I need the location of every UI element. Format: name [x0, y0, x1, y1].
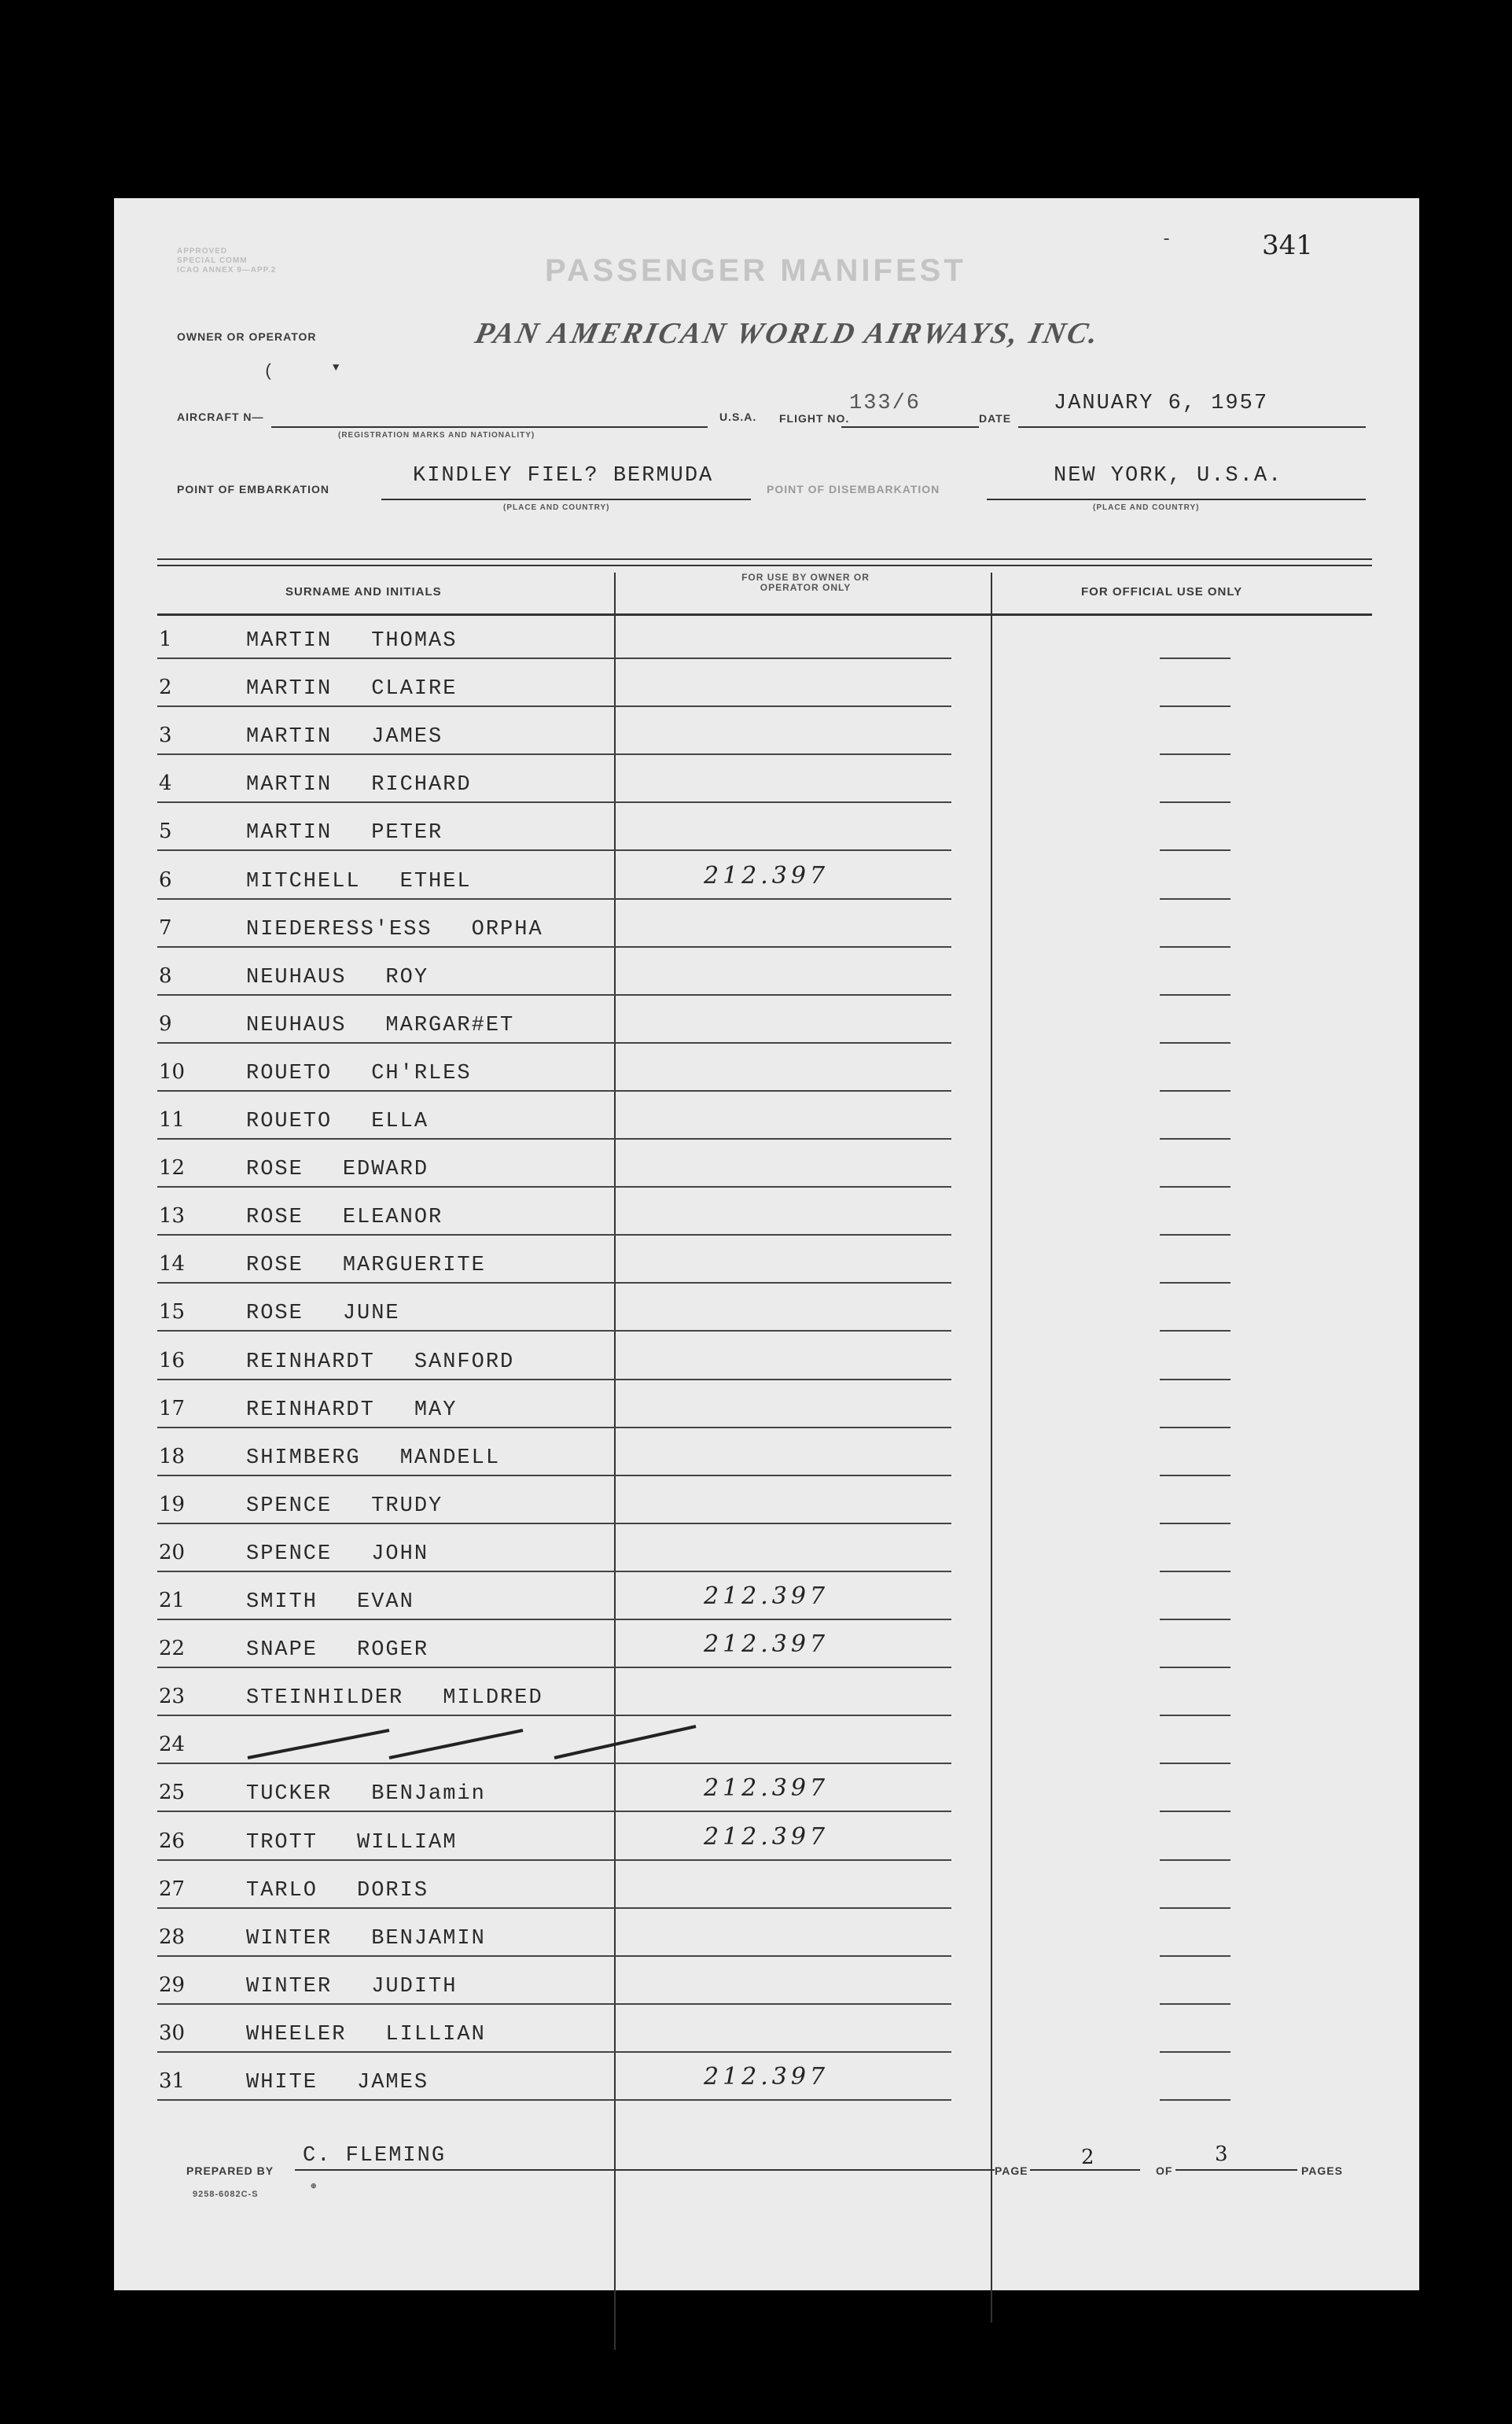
prepared-label: PREPARED BY	[186, 2164, 274, 2177]
passenger-given-name: JUNE	[342, 1302, 400, 1325]
passenger-name	[246, 966, 429, 989]
passenger-surname: ROSE	[246, 1206, 304, 1229]
passenger-given-name: WILLIAM	[357, 1831, 458, 1855]
table-row	[114, 1871, 1419, 1920]
table-row	[114, 1486, 1419, 1535]
flight-number: 133/6	[849, 392, 922, 415]
passenger-surname: NIEDERESS'ESS	[246, 918, 432, 941]
owner-label: OWNER OR OPERATOR	[177, 330, 317, 343]
disembarkation-value: NEW YORK, U.S.A.	[1054, 464, 1283, 488]
embarkation-label: POINT OF EMBARKATION	[177, 483, 329, 495]
passenger-surname: MARTIN	[246, 821, 333, 845]
table-row	[114, 621, 1419, 670]
passenger-surname: NEUHAUS	[246, 1014, 347, 1037]
disembarkation-place-label: (PLACE AND COUNTRY)	[1093, 503, 1200, 512]
passenger-surname: ROSE	[246, 1302, 304, 1325]
passenger-name	[246, 1686, 543, 1710]
passenger-name	[246, 773, 472, 797]
passenger-surname: MARTIN	[246, 629, 333, 653]
prepared-value: C. FLEMING	[303, 2144, 447, 2168]
passenger-surname: SPENCE	[246, 1542, 333, 1566]
passenger-name	[246, 1494, 443, 1518]
row-number: 30	[159, 2021, 186, 2045]
passenger-given-name: MARGAR#ET	[385, 1014, 515, 1037]
passenger-given-name: MILDRED	[443, 1686, 543, 1710]
passenger-name	[246, 725, 443, 749]
table-row	[114, 1823, 1419, 1872]
operator-code: 212.397	[704, 1582, 830, 1610]
row-number: 14	[159, 1252, 186, 1276]
passenger-given-name: BENJAMIN	[371, 1927, 486, 1951]
passenger-name	[246, 629, 457, 653]
passenger-name	[246, 1446, 500, 1470]
row-number: 13	[159, 1204, 186, 1228]
passenger-given-name: JOHN	[371, 1542, 429, 1566]
passenger-given-name: MANDELL	[399, 1446, 501, 1470]
col-owner-header: FOR USE BY OWNER OR OPERATOR ONLY	[741, 572, 870, 593]
row-number: 17	[159, 1397, 186, 1420]
row-number: 18	[159, 1445, 186, 1468]
passenger-name	[246, 1542, 429, 1566]
operator-code: 212.397	[704, 862, 830, 890]
table-row	[114, 1294, 1419, 1343]
row-number: 20	[159, 1541, 186, 1564]
dot-mark: ▼	[333, 362, 340, 374]
passenger-given-name: SANFORD	[414, 1350, 515, 1374]
strike-through-lines	[193, 1715, 743, 1770]
embarkation-place-label: (PLACE AND COUNTRY)	[503, 503, 610, 512]
passenger-given-name: THOMAS	[371, 629, 458, 653]
operator-code: 212.397	[704, 1823, 830, 1851]
passenger-name	[246, 918, 543, 941]
passenger-given-name: ROY	[385, 966, 429, 989]
table-row	[114, 1919, 1419, 1968]
passenger-name	[246, 1110, 429, 1133]
passenger-surname: SHIMBERG	[246, 1446, 361, 1470]
passenger-surname: TUCKER	[246, 1782, 333, 1806]
row-number: 11	[159, 1108, 186, 1132]
passenger-surname: ROUETO	[246, 1110, 333, 1133]
row-number: 6	[159, 868, 172, 892]
table-row	[114, 958, 1419, 1007]
passenger-name	[246, 1014, 514, 1037]
passenger-given-name: JUDITH	[371, 1975, 458, 1999]
passenger-name	[246, 1254, 486, 1277]
col-official-header: FOR OFFICIAL USE ONLY	[1081, 585, 1243, 599]
passenger-name	[246, 1350, 514, 1374]
printer-seal: ⊕	[311, 2182, 318, 2190]
passenger-given-name: EDWARD	[342, 1158, 429, 1181]
table-row	[114, 1102, 1419, 1151]
passenger-surname: SMITH	[246, 1590, 318, 1614]
row-number: 24	[159, 1733, 186, 1756]
date-label: DATE	[979, 412, 1012, 425]
table-row	[114, 1582, 1419, 1631]
row-number: 31	[159, 2069, 186, 2093]
approval-stamp: APPROVED SPECIAL COMM ICAO ANNEX 9—APP.2	[177, 247, 277, 274]
passenger-name	[246, 1782, 486, 1806]
table-row	[114, 1534, 1419, 1583]
tick-mark: (	[263, 362, 274, 381]
table-row	[114, 765, 1419, 814]
passenger-name	[246, 1975, 457, 1999]
table-row	[114, 1150, 1419, 1199]
passenger-surname: MARTIN	[246, 725, 333, 749]
of-label: OF	[1156, 2164, 1173, 2177]
passenger-surname: ROSE	[246, 1158, 304, 1181]
table-row	[114, 1630, 1419, 1679]
row-number: 19	[159, 1493, 186, 1516]
table-row	[114, 2063, 1419, 2112]
passenger-given-name: BENJamin	[371, 1782, 486, 1806]
operator-code: 212.397	[704, 1774, 830, 1802]
passenger-given-name: RICHARD	[371, 773, 472, 797]
passenger-surname: WINTER	[246, 1975, 333, 1999]
page-label: PAGE	[995, 2164, 1028, 2177]
passenger-surname: WHITE	[246, 2071, 318, 2094]
passenger-name	[246, 2071, 429, 2094]
passenger-name	[246, 677, 457, 701]
row-number: 9	[159, 1012, 172, 1036]
passenger-surname: MARTIN	[246, 773, 333, 797]
row-number: 2	[159, 676, 172, 699]
form-title: PASSENGER MANIFEST	[545, 253, 966, 288]
passenger-given-name: MARGUERITE	[342, 1254, 486, 1277]
passenger-surname: NEUHAUS	[246, 966, 347, 989]
passenger-given-name: ORPHA	[471, 918, 543, 941]
row-number: 28	[159, 1925, 186, 1949]
passenger-name	[246, 1302, 400, 1325]
passenger-surname: TARLO	[246, 1879, 318, 1903]
pages-label: PAGES	[1301, 2164, 1343, 2177]
row-number: 15	[159, 1300, 186, 1324]
passenger-name	[246, 1879, 429, 1903]
row-number: 23	[159, 1685, 186, 1708]
flight-label: FLIGHT NO.	[779, 412, 850, 425]
passenger-surname: ROUETO	[246, 1062, 333, 1085]
row-number: 10	[159, 1060, 186, 1084]
row-number: 27	[159, 1877, 186, 1901]
table-row	[114, 1774, 1419, 1823]
passenger-given-name: ETHEL	[399, 870, 472, 893]
passenger-name	[246, 1831, 457, 1855]
passenger-surname: STEINHILDER	[246, 1686, 404, 1710]
passenger-name	[246, 821, 443, 845]
aircraft-label: AIRCRAFT N—	[177, 411, 264, 423]
usa-label: U.S.A.	[719, 411, 757, 423]
row-number: 4	[159, 772, 172, 795]
passenger-given-name: ELLA	[371, 1110, 429, 1133]
row-number: 12	[159, 1156, 186, 1180]
row-number: 5	[159, 820, 172, 843]
table-row	[114, 1054, 1419, 1103]
row-number: 8	[159, 964, 172, 988]
table-row	[114, 910, 1419, 959]
passenger-name	[246, 1927, 486, 1951]
operator-code: 212.397	[704, 2063, 830, 2091]
passenger-surname: WINTER	[246, 1927, 333, 1951]
passenger-name	[246, 2023, 486, 2046]
registration-label: (REGISTRATION MARKS AND NATIONALITY)	[338, 431, 535, 440]
passenger-name	[246, 1158, 429, 1181]
passenger-surname: TROTT	[246, 1831, 318, 1855]
table-row	[114, 862, 1419, 911]
passenger-name	[246, 1398, 457, 1422]
row-number: 1	[159, 628, 172, 651]
passenger-name	[246, 1206, 443, 1229]
passenger-name	[246, 1590, 414, 1614]
embarkation-value: KINDLEY FIEL? BERMUDA	[413, 464, 714, 488]
passenger-surname: REINHARDT	[246, 1350, 375, 1374]
row-number: 3	[159, 724, 172, 747]
passenger-given-name: ELEANOR	[342, 1206, 443, 1229]
passenger-given-name: CLAIRE	[371, 677, 458, 701]
table-row	[114, 1967, 1419, 2016]
dash-mark: -	[1161, 230, 1172, 249]
flight-date: JANUARY 6, 1957	[1054, 392, 1269, 415]
operator-name: PAN AMERICAN WORLD AIRWAYS, INC.	[472, 317, 1104, 350]
passenger-surname: SPENCE	[246, 1494, 333, 1518]
passenger-given-name: DORIS	[357, 1879, 429, 1903]
passenger-surname: WHEELER	[246, 2023, 347, 2046]
manifest-page	[114, 198, 1419, 2290]
row-number: 21	[159, 1589, 186, 1612]
col-surname-header: SURNAME AND INITIALS	[285, 585, 442, 599]
passenger-given-name: JAMES	[357, 2071, 429, 2094]
table-row	[114, 2015, 1419, 2064]
passenger-given-name: JAMES	[371, 725, 443, 749]
page-value: 2	[1081, 2146, 1094, 2169]
table-row	[114, 669, 1419, 718]
passenger-given-name: ROGER	[357, 1638, 429, 1662]
passenger-surname: SNAPE	[246, 1638, 318, 1662]
passenger-given-name: PETER	[371, 821, 443, 845]
row-number: 22	[159, 1637, 186, 1660]
operator-code: 212.397	[704, 1630, 830, 1658]
passenger-given-name: EVAN	[357, 1590, 414, 1614]
page-number: 341	[1262, 230, 1313, 261]
passenger-surname: REINHARDT	[246, 1398, 375, 1422]
passenger-given-name: CH'RLES	[371, 1062, 472, 1085]
passenger-surname: MARTIN	[246, 677, 333, 701]
table-row	[114, 1439, 1419, 1487]
passenger-given-name: TRUDY	[371, 1494, 443, 1518]
row-number: 16	[159, 1349, 186, 1372]
table-row	[114, 1246, 1419, 1295]
table-row	[114, 1198, 1419, 1247]
disembarkation-label: POINT OF DISEMBARKATION	[767, 483, 940, 495]
row-number: 26	[159, 1829, 186, 1853]
row-number: 29	[159, 1973, 186, 1997]
passenger-surname: MITCHELL	[246, 870, 361, 893]
passenger-name	[246, 1638, 429, 1662]
table-row	[114, 1391, 1419, 1439]
row-number: 7	[159, 916, 172, 940]
of-value: 3	[1215, 2142, 1228, 2166]
table-row	[114, 813, 1419, 862]
row-number: 25	[159, 1781, 186, 1804]
passenger-given-name: LILLIAN	[385, 2023, 486, 2046]
table-row	[114, 1006, 1419, 1055]
table-row	[114, 1343, 1419, 1391]
passenger-name	[246, 870, 472, 893]
form-number: 9258-6082C-S	[193, 2190, 259, 2199]
passenger-given-name: MAY	[414, 1398, 458, 1422]
passenger-name	[246, 1062, 472, 1085]
table-row	[114, 717, 1419, 766]
passenger-surname: ROSE	[246, 1254, 304, 1277]
